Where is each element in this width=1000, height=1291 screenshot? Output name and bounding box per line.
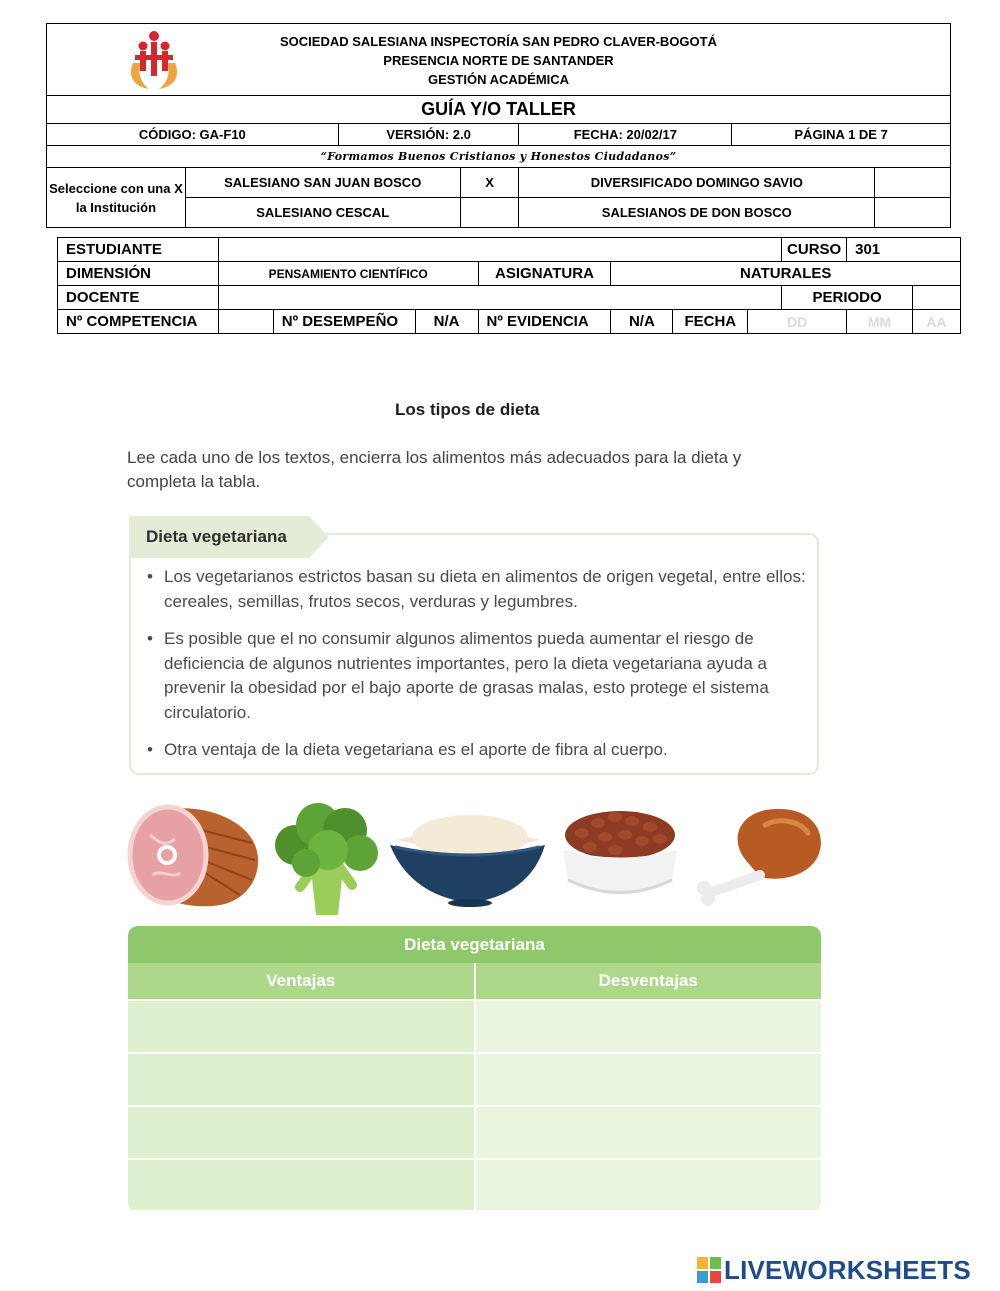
food-images — [120, 795, 830, 920]
student-info-table — [57, 237, 961, 334]
brand-name: LIVEWORKSHEETS — [724, 1254, 971, 1285]
table-row — [128, 1158, 821, 1210]
institution-mark-box[interactable]: X — [460, 168, 519, 198]
year-field[interactable]: AA — [913, 310, 961, 334]
desventajas-input-cell[interactable] — [476, 1160, 822, 1210]
pagina-cell: PÁGINA 1 DE 7 — [732, 124, 951, 146]
chicken-leg-icon[interactable] — [697, 809, 821, 906]
table-row — [128, 1052, 821, 1105]
fecha-label: FECHA — [673, 310, 748, 334]
rice-bowl-icon[interactable] — [390, 815, 545, 907]
diet-table — [128, 926, 821, 1212]
beans-bowl-icon[interactable] — [563, 811, 677, 893]
desempeno-label: Nº DESEMPEÑO — [273, 310, 415, 334]
day-field[interactable]: DD — [748, 310, 847, 334]
instruction-text: Lee cada uno de los textos, encierra los alimentos más adecuados para la dieta y completa la tabla. — [127, 448, 742, 491]
dimension-label: DIMENSIÓN — [58, 262, 219, 286]
dimension-value: PENSAMIENTO CIENTÍFICO — [218, 262, 478, 286]
estudiante-field[interactable] — [218, 238, 781, 262]
ventajas-input-cell[interactable] — [128, 1160, 476, 1210]
evidencia-label: Nº EVIDENCIA — [478, 310, 611, 334]
institution-option: SALESIANO SAN JUAN BOSCO — [185, 168, 460, 198]
competencia-label: Nº COMPETENCIA — [58, 310, 219, 334]
desventajas-header: Desventajas — [598, 971, 698, 990]
table-row — [128, 999, 821, 1052]
month-field[interactable]: MM — [847, 310, 913, 334]
curso-label: CURSO — [782, 238, 847, 262]
fecha-cell: FECHA: 20/02/17 — [519, 124, 732, 146]
salesian-logo — [123, 29, 185, 91]
curso-field[interactable]: 301 — [847, 238, 961, 262]
desempeno-value: N/A — [415, 310, 478, 334]
motto: “Formamos Buenos Cristianos y Honestos Ciudadanos” — [47, 146, 951, 168]
codigo-cell: CÓDIGO: GA-F10 — [47, 124, 339, 146]
institution-line-2: PRESENCIA NORTE DE SANTANDER — [383, 53, 614, 68]
ventajas-header: Ventajas — [128, 963, 476, 999]
ventajas-input-cell[interactable] — [128, 1054, 476, 1105]
broccoli-icon[interactable] — [275, 803, 378, 915]
institution-mark-box[interactable] — [875, 198, 951, 228]
diet-table-header-row — [128, 963, 821, 999]
liveworksheets-mark-icon — [697, 1257, 721, 1283]
evidencia-value: N/A — [611, 310, 673, 334]
institution-line-3: GESTIÓN ACADÉMICA — [427, 72, 570, 87]
diet-bullets — [147, 565, 807, 776]
diet-table-title: Dieta vegetariana — [128, 926, 821, 963]
table-row — [128, 1105, 821, 1158]
institution-option: SALESIANO CESCAL — [185, 198, 460, 228]
document-header-table — [46, 23, 951, 228]
institution-header — [47, 24, 951, 96]
list-item: • Es posible que el no consumir algunos alimentos pueda aumentar el riesgo de deficiencia de algunos nutrientes importantes, pero la dieta vegetariana ayuda a prevenir la obesidad por el bajo aporte de grasas malas, esto protege el sistema circulatorio. — [147, 627, 807, 725]
desventajas-input-cell[interactable] — [476, 1001, 822, 1052]
desventajas-input-cell[interactable] — [476, 1054, 822, 1105]
list-item: • Otra ventaja de la dieta vegetariana es el aporte de fibra al cuerpo. — [147, 738, 807, 763]
version-cell: VERSIÓN: 2.0 — [338, 124, 519, 146]
page-title: Los tipos de dieta — [395, 400, 540, 419]
periodo-label: PERIODO — [782, 286, 913, 310]
institution-mark-box[interactable] — [460, 198, 519, 228]
institution-option: SALESIANOS DE DON BOSCO — [519, 198, 875, 228]
periodo-field[interactable] — [913, 286, 961, 310]
liveworksheets-logo — [697, 1255, 971, 1285]
list-item: • Los vegetarianos estrictos basan su dieta en alimentos de origen vegetal, entre ellos: cereales, semillas, frutos secos, verduras y legumbres. — [147, 565, 807, 614]
institution-line-1: SOCIEDAD SALESIANA INSPECTORÍA SAN PEDRO CLAVER-BOGOTÁ — [280, 34, 717, 49]
asignatura-value: NATURALES — [611, 262, 961, 286]
docente-label: DOCENTE — [58, 286, 219, 310]
box-tag-label: Dieta vegetariana — [146, 527, 287, 546]
ventajas-input-cell[interactable] — [128, 1107, 476, 1158]
estudiante-label: ESTUDIANTE — [58, 238, 219, 262]
asignatura-label: ASIGNATURA — [478, 262, 611, 286]
docente-field[interactable] — [218, 286, 781, 310]
desventajas-input-cell[interactable] — [476, 1107, 822, 1158]
institution-mark-box[interactable] — [875, 168, 951, 198]
ventajas-input-cell[interactable] — [128, 1001, 476, 1052]
doc-title: GUÍA Y/O TALLER — [47, 96, 951, 124]
ham-icon[interactable] — [130, 807, 258, 906]
institution-option: DIVERSIFICADO DOMINGO SAVIO — [519, 168, 875, 198]
select-institution-label: Seleccione con una X la Institución — [47, 168, 186, 228]
competencia-field[interactable] — [218, 310, 273, 334]
